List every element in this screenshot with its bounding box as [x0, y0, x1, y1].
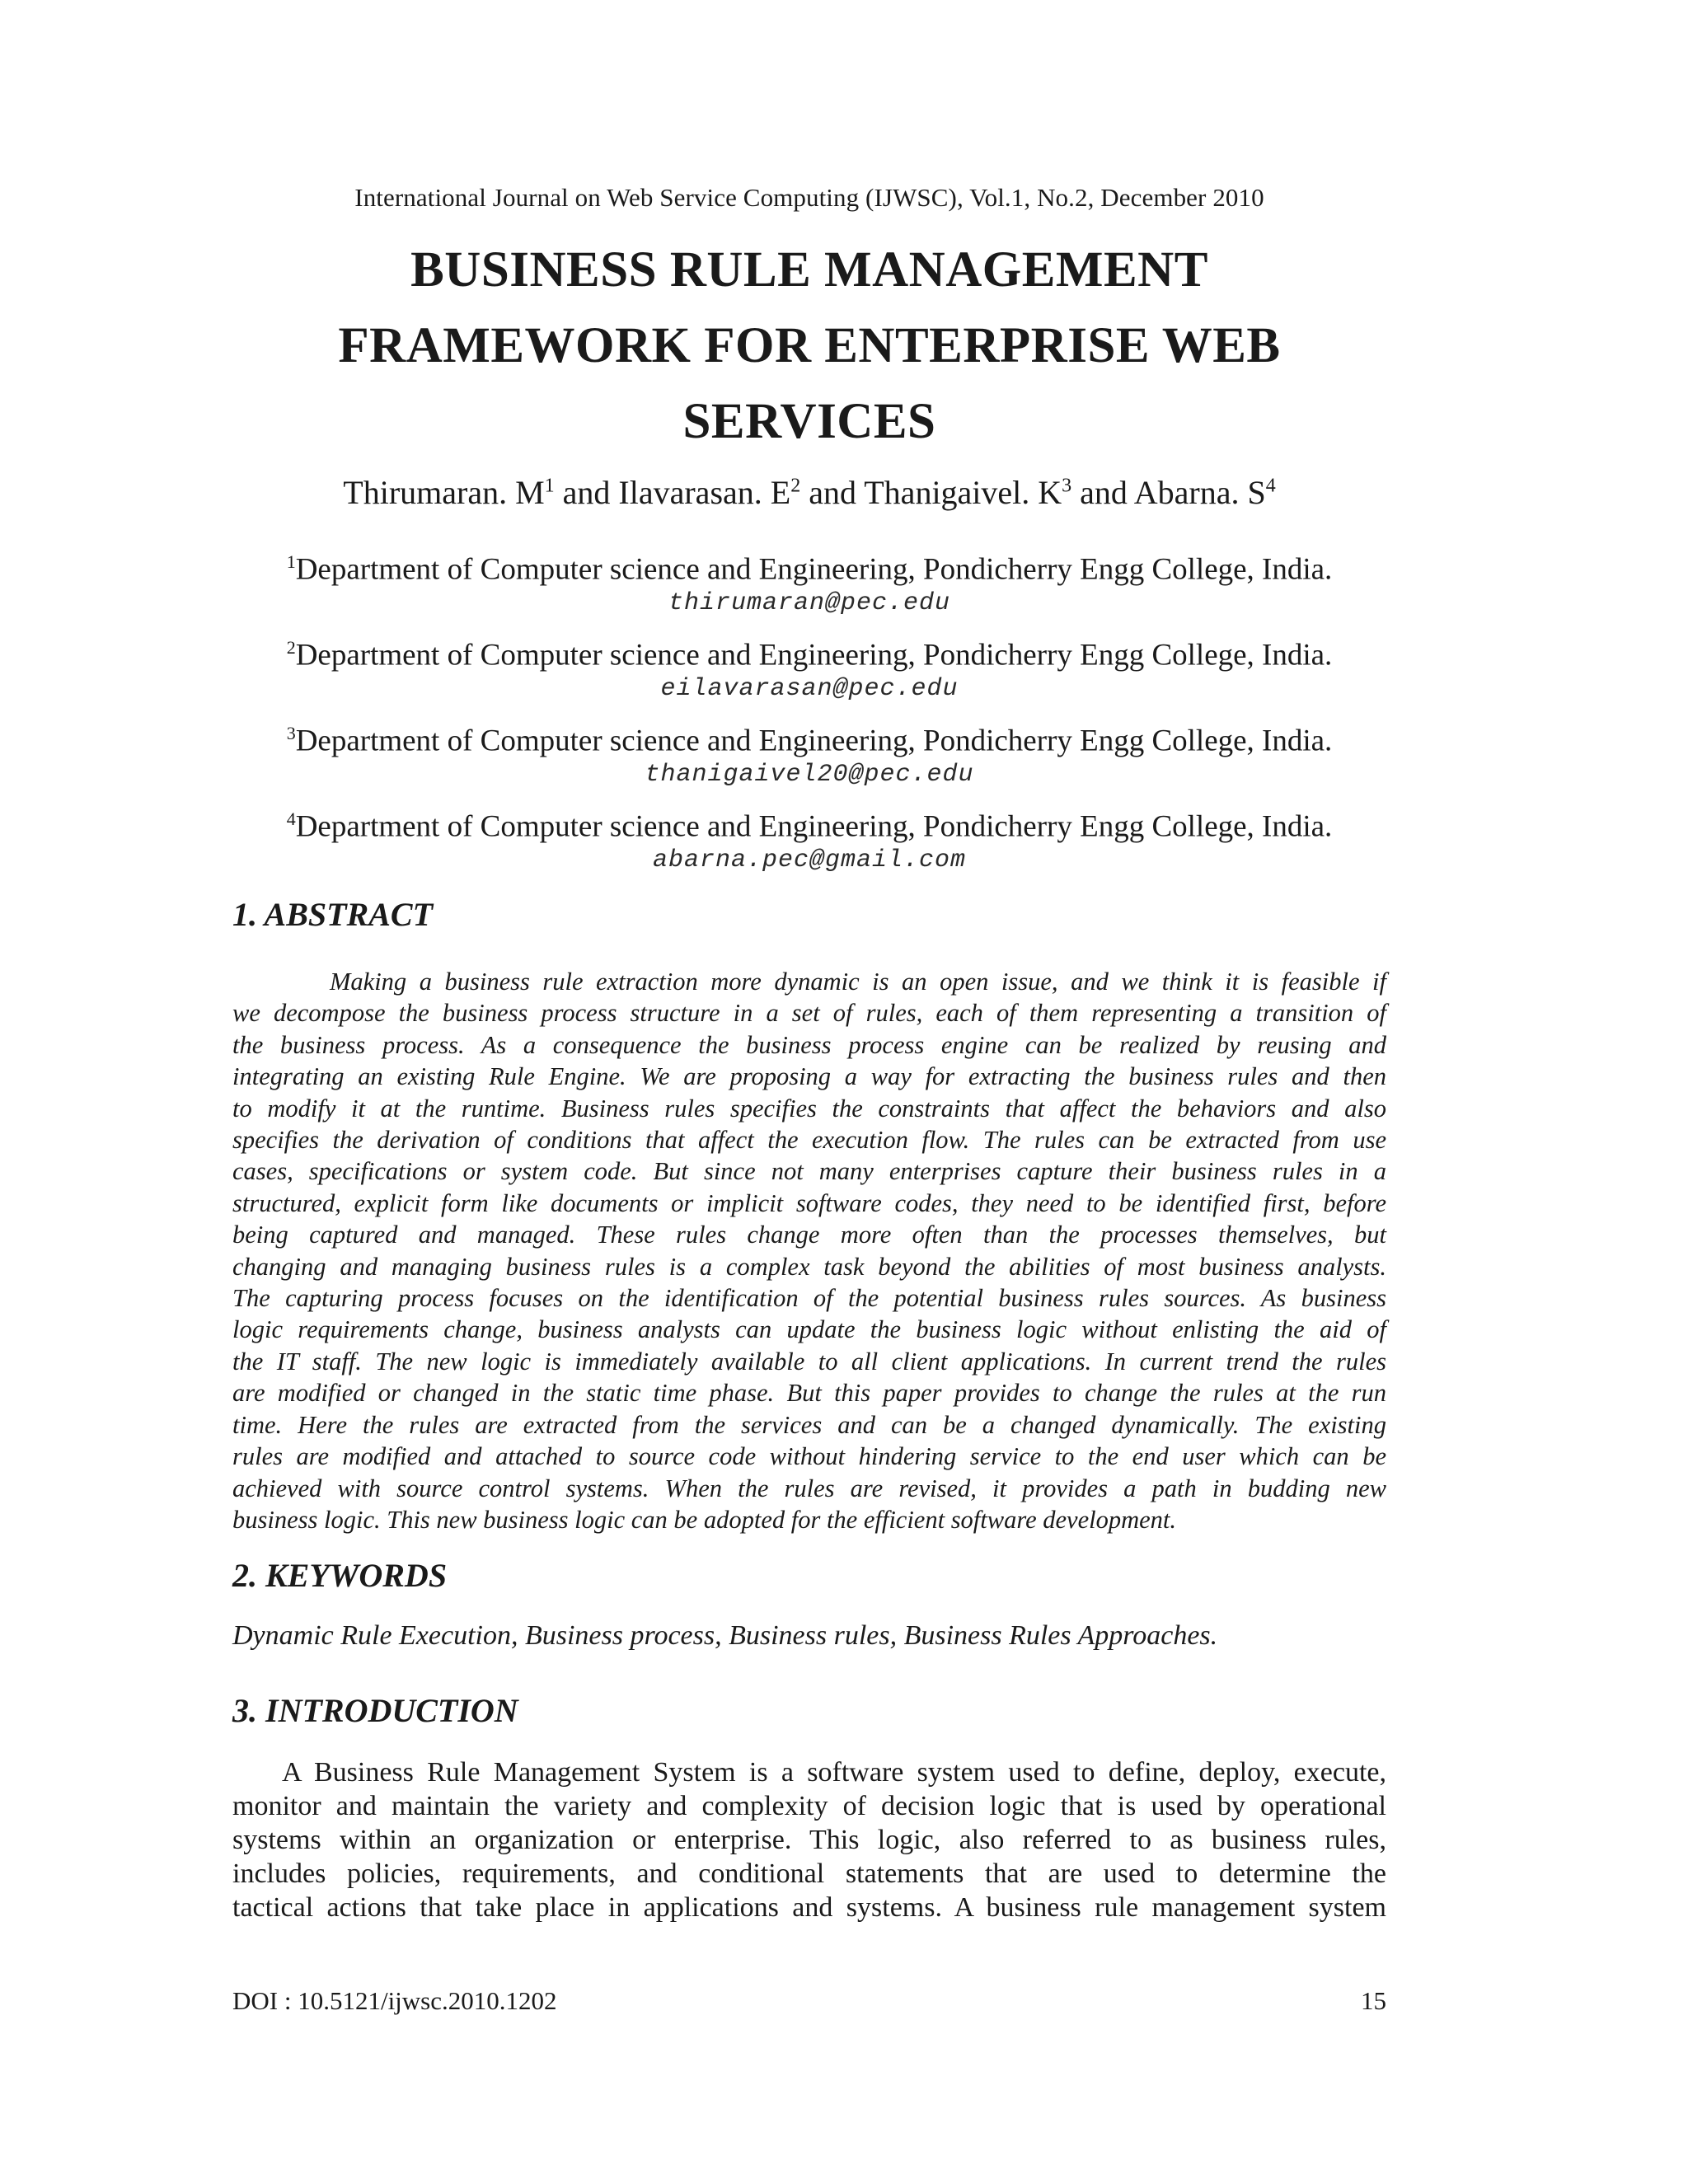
abstract-line: cases, specifications or system code. But since not many enterprises capture their business rules in a — [232, 1157, 1386, 1186]
author-sup: 2 — [790, 475, 801, 497]
journal-header: International Journal on Web Service Computing (IJWSC), Vol.1, No.2, December 2010 — [354, 183, 1264, 212]
affiliation-dept — [232, 715, 1386, 759]
affiliation-dept-text: Department of Computer science and Engineering, Pondicherry Engg College, India. — [295, 552, 1333, 587]
affiliation-sup: 2 — [286, 637, 296, 658]
author-email: abarna.pec@gmail.com — [652, 846, 967, 875]
abstract-line: rules are modified and attached to source code without hindering service to the end user which can be — [232, 1442, 1386, 1471]
author-separator: and — [1080, 474, 1128, 511]
author-name: Thanigaivel. K — [864, 474, 1062, 511]
abstract-line: we decompose the business process structure in a set of rules, each of them representing a transition of — [232, 999, 1386, 1028]
abstract-line: specifies the derivation of conditions that affect the execution flow. The rules can be extracted from use — [232, 1126, 1386, 1155]
author-email: eilavarasan@pec.edu — [660, 675, 959, 704]
abstract-line: Making a business rule extraction more dynamic is an open issue, and we think it is feasible if — [330, 968, 1386, 996]
doi-footer: DOI : 10.5121/ijwsc.2010.1202 — [232, 1986, 557, 2015]
author-name: Thirumaran. M — [343, 474, 545, 511]
abstract-line: time. Here the rules are extracted from the services and can be a changed dynamically. The existing — [232, 1410, 1386, 1439]
title-line: SERVICES — [682, 394, 936, 449]
introduction-body — [232, 1755, 1386, 1924]
introduction-line: systems within an organization or enterprise. This logic, also referred to as business rules, — [232, 1825, 1386, 1855]
keywords-text: Dynamic Rule Execution, Business process, Business rules, Business Rules Approaches. — [232, 1620, 1218, 1651]
paper-page — [232, 0, 1386, 2184]
introduction-heading: 3. INTRODUCTION — [232, 1692, 518, 1729]
author-sup: 4 — [1265, 475, 1276, 497]
page-number: 15 — [1361, 1986, 1386, 2015]
introduction-line: A Business Rule Management System is a software system used to define, deploy, execute, — [282, 1757, 1386, 1788]
affiliation-sup: 4 — [286, 808, 296, 829]
author-name: Abarna. S — [1133, 474, 1266, 511]
abstract-line: business logic. This new business logic can be adopted for the efficient software development. — [232, 1505, 1177, 1534]
affiliation-dept-text: Department of Computer science and Engineering, Pondicherry Engg College, India. — [295, 724, 1333, 758]
abstract-line: changing and managing business rules is a complex task beyond the abilities of most business analysts. — [232, 1252, 1386, 1281]
author-separator: and — [562, 474, 611, 511]
abstract-line: The capturing process focuses on the identification of the potential business rules sources. As business — [232, 1284, 1386, 1313]
abstract-line: being captured and managed. These rules change more often than the processes themselves, but — [232, 1221, 1386, 1249]
author-email: thirumaran@pec.edu — [668, 589, 951, 618]
introduction-line: includes policies, requirements, and conditional statements that are used to determine the — [232, 1858, 1386, 1889]
author-email: thanigaivel20@pec.edu — [645, 761, 974, 790]
introduction-line: monitor and maintain the variety and complexity of decision logic that is used by operational — [232, 1791, 1386, 1821]
abstract-line: the IT staff. The new logic is immediately available to all client applications. In current trend the rules — [232, 1347, 1386, 1376]
author-list — [232, 473, 1386, 512]
abstract-line: achieved with source control systems. When the rules are revised, it provides a path in budding new — [232, 1474, 1386, 1502]
abstract-body — [232, 966, 1386, 1535]
affiliation — [232, 715, 1386, 801]
abstract-line: integrating an existing Rule Engine. We are proposing a way for extracting the business rules and then — [232, 1062, 1386, 1091]
affiliation — [232, 630, 1386, 715]
affiliation-dept — [232, 544, 1386, 588]
abstract-line: are modified or changed in the static time phase. But this paper provides to change the rules at the run — [232, 1379, 1386, 1408]
affiliation-sup: 1 — [286, 551, 296, 572]
title-line: BUSINESS RULE MANAGEMENT — [410, 242, 1208, 298]
affiliation-dept — [232, 630, 1386, 673]
introduction-line: tactical actions that take place in applications and systems. A business rule management system — [232, 1892, 1386, 1923]
affiliation — [232, 801, 1386, 887]
author-sup: 1 — [544, 475, 555, 497]
abstract-line: to modify it at the runtime. Business rules specifies the constraints that affect the behaviors and also — [232, 1094, 1386, 1122]
author-sup: 3 — [1062, 475, 1072, 497]
abstract-line: the business process. As a consequence the business process engine can be realized by reusing and — [232, 1030, 1386, 1059]
affiliation-sup: 3 — [286, 723, 296, 743]
affiliation-dept-text: Department of Computer science and Engineering, Pondicherry Engg College, India. — [295, 638, 1333, 673]
abstract-heading: 1. ABSTRACT — [232, 896, 434, 933]
abstract-line: logic requirements change, business analysts can update the business logic without enlisting the aid of — [232, 1315, 1386, 1344]
affiliation — [232, 544, 1386, 630]
affiliation-list — [232, 544, 1386, 887]
affiliation-dept — [232, 801, 1386, 845]
title-line: FRAMEWORK FOR ENTERPRISE WEB — [338, 318, 1281, 373]
abstract-line: structured, explicit form like documents or implicit software codes, they need to be identified first, before — [232, 1188, 1386, 1217]
author-name: Ilavarasan. E — [618, 474, 791, 511]
paper-title — [282, 232, 1337, 460]
author-separator: and — [809, 474, 856, 511]
keywords-heading: 2. KEYWORDS — [232, 1557, 448, 1594]
affiliation-dept-text: Department of Computer science and Engineering, Pondicherry Engg College, India. — [295, 809, 1333, 844]
